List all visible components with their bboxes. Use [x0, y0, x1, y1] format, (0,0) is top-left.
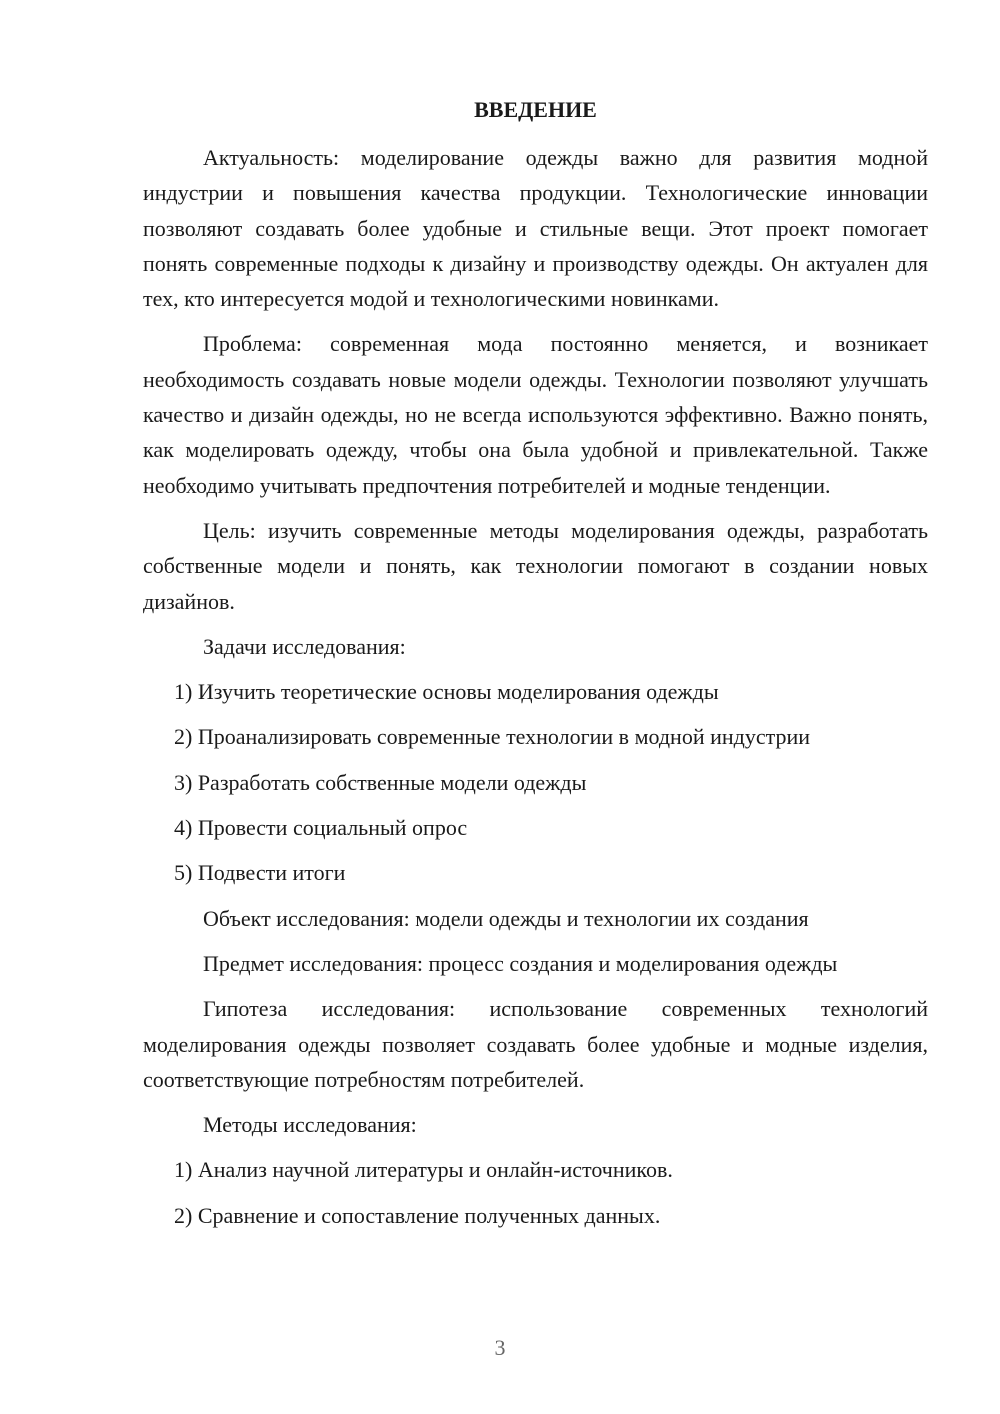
- tasks-heading: Задачи исследования:: [203, 633, 406, 659]
- hypothesis-paragraph: Гипотеза исследования: использование современных технологий моделирования одежды позволяет создавать более удобные и модные изделия, соответствующие потребностям потребителей.: [143, 996, 928, 1092]
- page-number: 3: [494, 1335, 506, 1360]
- problem-paragraph: Проблема: современная мода постоянно меняется, и возникает необходимость создавать новые модели одежды. Технологии позволяют улучшать качество и дизайн одежды, но не всегда используются эффективно. Важно понять, как моделировать одежду, чтобы она была удобной и привлекательной. Также необходимо учитывать предпочтения потребителей и модные тенденции.: [143, 331, 928, 498]
- methods-list: [143, 1152, 928, 1243]
- object-paragraph: Объект исследования: модели одежды и технологии их создания: [203, 905, 809, 931]
- list-item: 4) Провести социальный опрос: [174, 815, 468, 841]
- list-item: 5) Подвести итоги: [174, 860, 346, 886]
- list-item: 1) Изучить теоретические основы моделирования одежды: [174, 679, 719, 705]
- goal-paragraph: Цель: изучить современные методы моделирования одежды, разработать собственные модели и понять, как технологии помогают в создании новых дизайнов.: [143, 517, 928, 614]
- subject-paragraph: Предмет исследования: процесс создания и моделирования одежды: [203, 950, 838, 976]
- tasks-list: [143, 674, 928, 900]
- section-title: ВВЕДЕНИЕ: [474, 97, 597, 122]
- relevance-paragraph: Актуальность: моделирование одежды важно для развития модной индустрии и повышения качества продукции. Технологические инновации позволяют создавать более удобные и стильные вещи. Этот проект помогает понять современные подходы к дизайну и производству одежды. Он актуален для тех, кто интересуется модой и технологическими новинками.: [143, 145, 928, 312]
- document-page: [143, 94, 928, 1243]
- list-item: 2) Проанализировать современные технологии в модной индустрии: [174, 724, 811, 750]
- list-item: 3) Разработать собственные модели одежды: [174, 769, 587, 795]
- list-item: 2) Сравнение и сопоставление полученных данных.: [174, 1202, 661, 1228]
- list-item: 1) Анализ научной литературы и онлайн-источников.: [174, 1157, 673, 1183]
- methods-heading: Методы исследования:: [203, 1112, 417, 1138]
